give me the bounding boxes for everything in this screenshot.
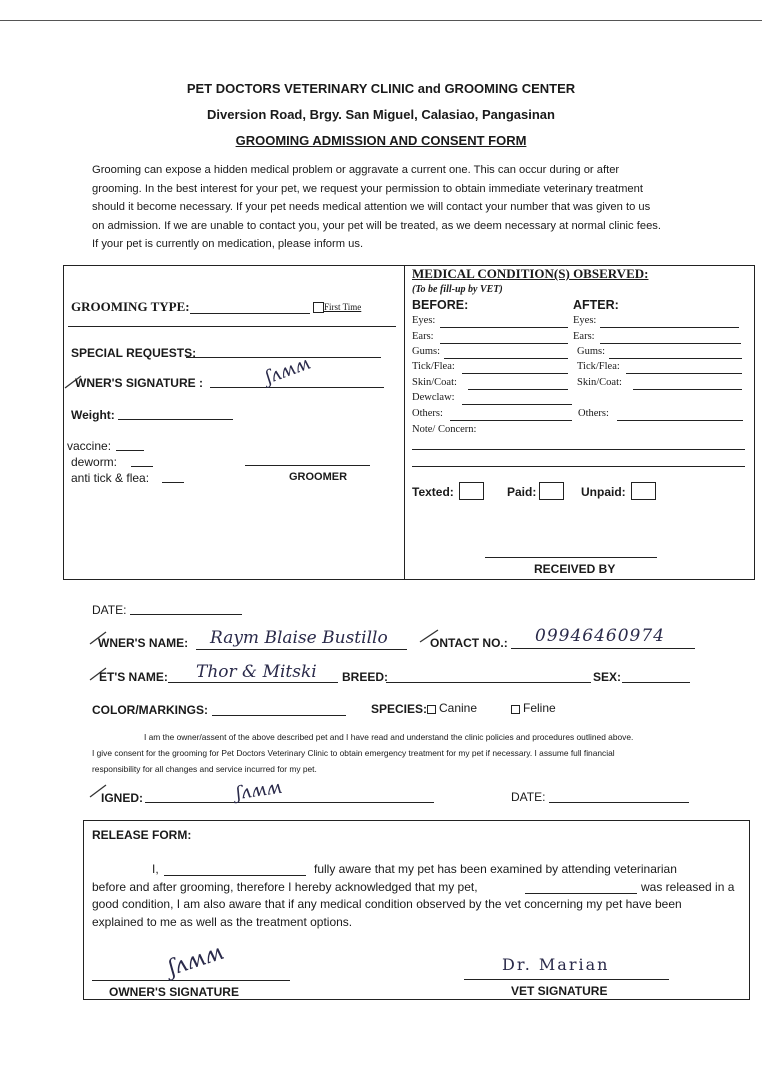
date-label: DATE:: [92, 603, 127, 617]
before-gums-field[interactable]: [444, 358, 568, 359]
signed-label: IGNED:: [101, 791, 143, 805]
grooming-type-field[interactable]: [190, 313, 310, 314]
before-skincoat-field[interactable]: [468, 389, 568, 390]
release-line1: fully aware that my pet has been examined by attending veterinarian: [314, 862, 677, 876]
owner-signature-field[interactable]: [210, 387, 384, 388]
before-ears-label: Ears:: [412, 331, 434, 342]
canine-label: Canine: [439, 701, 478, 715]
signed-date-label: DATE:: [511, 790, 546, 804]
contact-value: 09946460974: [535, 626, 665, 646]
date-field[interactable]: [130, 614, 242, 615]
owner-name-value: Raym Blaise Bustillo: [210, 628, 388, 648]
after-ears-label: Ears:: [573, 331, 595, 342]
first-time-checkbox[interactable]: [313, 302, 324, 313]
release-line3: good condition, I am also aware that if any medical condition observed by the vet concerning my pet have been: [92, 897, 682, 911]
antitick-field[interactable]: [162, 482, 184, 483]
after-label: AFTER:: [573, 298, 619, 312]
release-line2a: before and after grooming, therefore I hereby acknowledged that my pet,: [92, 879, 478, 894]
release-owner-sig-label: OWNER'S SIGNATURE: [109, 985, 239, 999]
after-eyes-label: Eyes:: [573, 315, 597, 326]
vaccine-field[interactable]: [116, 450, 144, 451]
grooming-type-line-2[interactable]: [68, 326, 396, 327]
first-time-label: First Time: [324, 302, 362, 312]
before-eyes-field[interactable]: [440, 327, 568, 328]
before-gums-label: Gums:: [412, 346, 441, 357]
unpaid-label: Unpaid:: [581, 485, 626, 499]
received-by-field[interactable]: [485, 557, 657, 558]
breed-field[interactable]: [386, 682, 591, 683]
intro-line: grooming. In the best interest for your pet, we request your permission to obtain immediate veterinary treatment: [92, 182, 643, 195]
canine-checkbox[interactable]: [427, 705, 436, 714]
consent-paragraph: [92, 729, 702, 777]
signed-date-field[interactable]: [549, 802, 689, 803]
release-owner-sig-field[interactable]: [92, 980, 290, 981]
box-divider: [404, 265, 405, 580]
antitick-label: anti tick & flea:: [71, 471, 150, 485]
sex-field[interactable]: [622, 682, 690, 683]
before-tickflea-label: Tick/Flea:: [412, 361, 455, 372]
texted-label: Texted:: [412, 485, 454, 499]
groomer-signature-field[interactable]: [245, 465, 370, 466]
owner-signature-scribble: ʃʌʍʍ: [262, 352, 314, 389]
before-ears-field[interactable]: [440, 343, 568, 344]
vaccine-label: vaccine:: [67, 439, 112, 453]
contact-field[interactable]: [511, 648, 695, 649]
before-tickflea-field[interactable]: [462, 373, 568, 374]
note-line-1[interactable]: [412, 449, 745, 450]
texted-checkbox[interactable]: [459, 482, 484, 500]
groomer-label: GROOMER: [289, 471, 348, 483]
intro-line: on admission. If we are unable to contact you, your pet will be treated, as we deem necessary at normal clinic fees.: [92, 219, 661, 232]
feline-label: Feline: [523, 701, 556, 715]
breed-label: BREED:: [342, 670, 389, 684]
after-skincoat-label: Skin/Coat:: [577, 377, 622, 388]
note-concern-label: Note/ Concern:: [412, 424, 477, 435]
pet-name-field[interactable]: [168, 682, 338, 683]
note-line-2[interactable]: [412, 466, 745, 467]
color-markings-field[interactable]: [212, 715, 346, 716]
unpaid-checkbox[interactable]: [631, 482, 656, 500]
before-skincoat-label: Skin/Coat:: [412, 377, 457, 388]
weight-label: Weight:: [71, 408, 115, 422]
release-name-field[interactable]: [164, 875, 306, 876]
paid-label: Paid:: [507, 485, 537, 499]
release-i: I,: [152, 862, 159, 876]
before-others-field[interactable]: [450, 420, 572, 421]
species-label: SPECIES:: [371, 702, 428, 716]
after-gums-field[interactable]: [609, 358, 742, 359]
release-paragraph: [92, 861, 742, 931]
owner-signature-label: WNER'S SIGNATURE :: [75, 376, 203, 390]
deworm-field[interactable]: [131, 466, 153, 467]
deworm-label: deworm:: [71, 455, 118, 469]
vet-sig-value: Dr. Marian: [502, 955, 610, 974]
intro-paragraph: [92, 161, 696, 254]
contact-label: ONTACT NO.:: [430, 636, 508, 650]
consent-line: responsibility for all changes and service incurred for my pet.: [92, 764, 317, 774]
special-requests-label: SPECIAL REQUESTS:: [71, 346, 197, 360]
release-owner-scribble: ʃʌʍʍ: [165, 939, 227, 982]
weight-field[interactable]: [118, 419, 233, 420]
release-line4: explained to me as well as the treatment options.: [92, 914, 353, 929]
before-dewclaw-field[interactable]: [462, 404, 572, 405]
form-title: GROOMING ADMISSION AND CONSENT FORM: [235, 133, 527, 148]
after-others-field[interactable]: [617, 420, 743, 421]
release-pet-field[interactable]: [525, 893, 637, 894]
scan-edge: [0, 20, 762, 21]
medical-title: MEDICAL CONDITION(S) OBSERVED:: [412, 266, 649, 281]
intro-line: should it become necessary. If your pet needs medical attention we will contact your number that was given to us: [92, 201, 651, 213]
after-eyes-field[interactable]: [600, 327, 739, 328]
signed-scribble: ʃʌʍʍ: [234, 776, 284, 805]
consent-line: I am the owner/assent of the above described pet and I have read and understand the clinic policies and procedures outlined above.: [144, 732, 634, 742]
pet-name-label: ET'S NAME:: [99, 670, 168, 684]
after-tickflea-field[interactable]: [626, 373, 742, 374]
before-dewclaw-label: Dewclaw:: [412, 392, 455, 403]
before-others-label: Others:: [412, 408, 443, 419]
special-requests-field[interactable]: [186, 357, 381, 358]
after-ears-field[interactable]: [600, 343, 741, 344]
after-gums-label: Gums:: [577, 346, 606, 357]
owner-name-label: WNER'S NAME:: [98, 636, 189, 650]
paid-checkbox[interactable]: [539, 482, 564, 500]
signed-field[interactable]: [145, 802, 434, 803]
release-title: RELEASE FORM:: [92, 828, 192, 842]
before-eyes-label: Eyes:: [412, 315, 436, 326]
consent-line: I give consent for the grooming for Pet Doctors Veterinary Clinic to obtain emergency treatment for my pet if necessary. I assume full financial: [92, 748, 615, 758]
check-mark-icon: [63, 372, 83, 392]
release-line2b: was released in a: [641, 879, 735, 894]
clinic-address: Diversion Road, Brgy. San Miguel, Calasiao, Pangasinan: [207, 107, 555, 122]
clinic-name: PET DOCTORS VETERINARY CLINIC and GROOMING CENTER: [186, 81, 576, 96]
owner-name-field[interactable]: [196, 649, 407, 650]
pet-name-value: Thor & Mitski: [196, 662, 317, 682]
grooming-type-label: GROOMING TYPE:: [71, 299, 190, 314]
vet-sig-field[interactable]: [464, 979, 669, 980]
feline-checkbox[interactable]: [511, 705, 520, 714]
received-by-label: RECEIVED BY: [534, 562, 616, 576]
medical-subtitle: (To be fill-up by VET): [412, 284, 503, 295]
after-skincoat-field[interactable]: [633, 389, 742, 390]
sex-label: SEX:: [593, 670, 622, 684]
after-tickflea-label: Tick/Flea:: [577, 361, 620, 372]
color-markings-label: COLOR/MARKINGS:: [92, 703, 208, 717]
intro-line: If your pet is currently on medication, please inform us.: [92, 238, 364, 250]
vet-sig-label: VET SIGNATURE: [511, 984, 608, 998]
after-others-label: Others:: [578, 408, 609, 419]
before-label: BEFORE:: [412, 298, 469, 312]
intro-line: Grooming can expose a hidden medical problem or aggravate a current one. This can occur during or after: [92, 164, 620, 176]
